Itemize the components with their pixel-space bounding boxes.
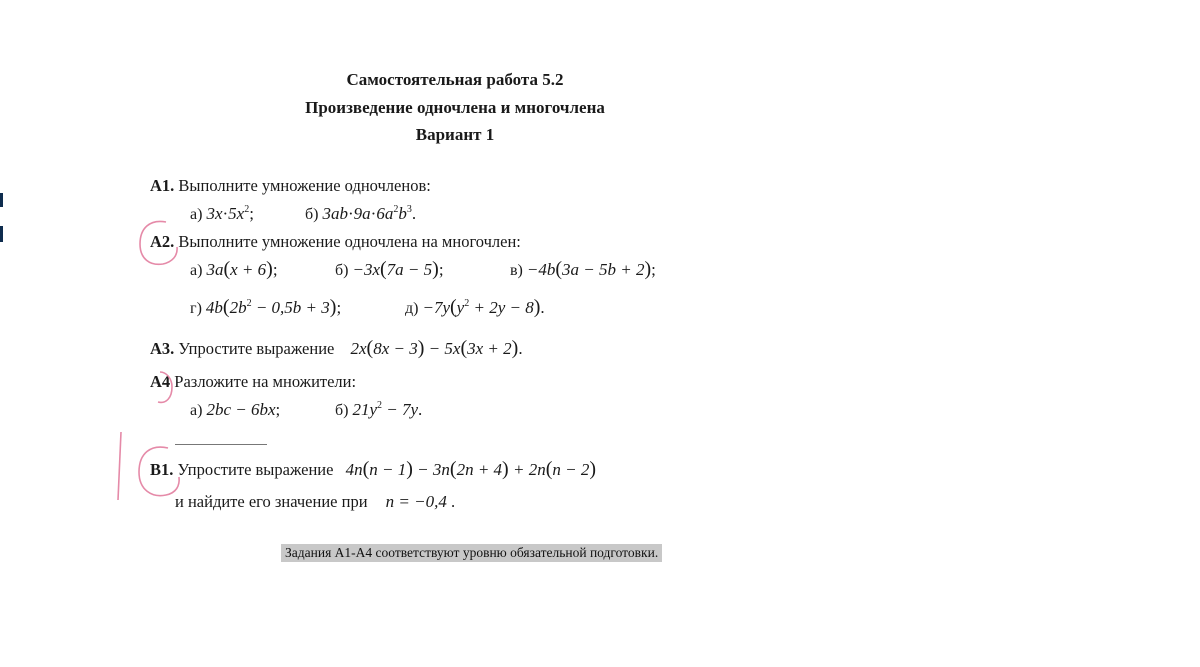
task-b1-line2 xyxy=(175,492,455,512)
task-b1-line2-text: и найдите его значение при xyxy=(175,492,368,511)
task-a2-item-a xyxy=(190,260,278,280)
math-expression: $21y^2 - 7y$. xyxy=(352,400,423,419)
math-expression: $4b(2b^2 - 0,5b + 3)$; xyxy=(205,296,342,318)
task-a2-label: А2. xyxy=(150,232,175,251)
variant-label: Вариант 1 xyxy=(415,125,495,144)
task-a2-item-b xyxy=(335,260,444,280)
item-prefix: б) xyxy=(305,206,319,223)
item-prefix: в) xyxy=(510,262,523,279)
task-a4-text: Разложите на множители: xyxy=(174,372,357,391)
task-a1-text: Выполните умножение одночленов: xyxy=(178,176,431,195)
page-subtitle: Произведение одночлена и многочлена xyxy=(305,98,605,117)
task-a1-item-b xyxy=(305,204,416,224)
task-a1-heading xyxy=(150,176,431,196)
task-a2-item-v xyxy=(510,260,656,280)
item-prefix: а) xyxy=(190,262,203,279)
task-a3-text: Упростите выражение xyxy=(178,339,335,358)
item-prefix: г) xyxy=(190,300,202,317)
math-expression: 2x(8x − 3) − 5x(3x + 2). xyxy=(350,337,523,359)
task-a4-item-b xyxy=(335,400,422,420)
task-a1-item-a xyxy=(190,204,254,224)
annotation-stroke-b1 xyxy=(118,432,121,500)
task-b1-label: В1. xyxy=(150,460,174,479)
math-expression: −3x(7a − 5); xyxy=(352,258,444,280)
item-prefix: а) xyxy=(190,206,203,223)
item-prefix: б) xyxy=(335,402,349,419)
math-expression: 3a(x + 6); xyxy=(206,258,278,280)
math-expression: n = −0,4 xyxy=(385,492,447,511)
item-prefix: б) xyxy=(335,262,349,279)
item-prefix: д) xyxy=(405,300,419,317)
math-expression: $-7y(y^2 + 2y - 8)$. xyxy=(422,296,545,318)
task-a4-item-a xyxy=(190,400,280,420)
task-a3-label: А3. xyxy=(150,339,175,358)
footer-note: Задания А1-А4 соответствуют уровню обязательной подготовки. xyxy=(281,544,662,562)
math-expression: $3ab\cdot 9a\cdot 6a^2b^3$. xyxy=(322,204,417,223)
scan-edge-mark xyxy=(0,226,3,242)
math-expression: $3x\cdot 5x^2$; xyxy=(206,204,254,223)
task-a2-item-g xyxy=(190,298,341,318)
task-a1-label: А1. xyxy=(150,176,175,195)
math-expression: 4n(n − 1) − 3n(2n + 4) + 2n(n − 2) xyxy=(345,458,597,480)
page-title: Самостоятельная работа 5.2 xyxy=(346,70,564,89)
task-b1 xyxy=(150,460,596,480)
item-prefix: а) xyxy=(190,402,203,419)
task-a2-item-d xyxy=(405,298,545,318)
task-a3 xyxy=(150,339,523,359)
separator-line xyxy=(175,444,267,445)
scan-edge-mark xyxy=(0,193,3,207)
math-expression: −4b(3a − 5b + 2); xyxy=(526,258,656,280)
task-a4-label: А4 xyxy=(150,372,171,391)
task-b1-text: Упростите выражение xyxy=(177,460,334,479)
task-a2-text: Выполните умножение одночлена на многочлен: xyxy=(178,232,521,251)
task-a2-heading xyxy=(150,232,521,252)
math-expression: 2bc − 6bx; xyxy=(206,400,281,419)
task-a4-heading xyxy=(150,372,356,392)
task-b1-line2-end: . xyxy=(450,492,456,511)
